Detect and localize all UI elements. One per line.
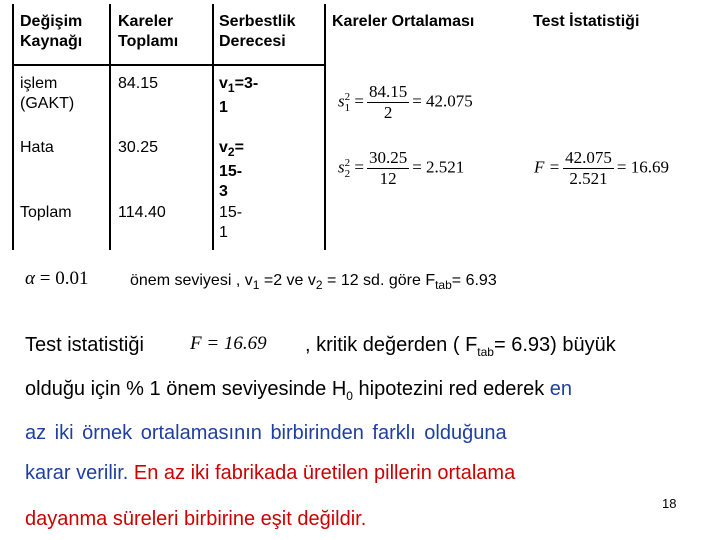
conclusion-line-2: az iki örnek ortalamasının birbirinden farklı olduğuna — [25, 422, 507, 444]
significance-line: önem seviyesi , $v_1 =2$ ve $v_2 = 12$ sd. göre $F_{tab}= 6.93$ — [130, 272, 497, 293]
header-separator — [12, 64, 326, 66]
row-treatment-mean-square: s2 1 = $\frac{84.15}{2}$ = 42.075 — [338, 82, 473, 122]
row-treatment-source — [20, 74, 74, 114]
table-column-divider — [212, 4, 214, 250]
conclusion-line-4: dayanma süreleri birbirine eşit değildir. — [25, 508, 367, 530]
header-sum-of-squares: Kareler Toplamı — [118, 13, 179, 50]
f-statistic-formula: F = $\frac{42.075}{2.521}$ = 16.69 — [534, 148, 669, 188]
table-column-divider — [109, 4, 111, 250]
row-error-df: $v_2= 15-3$ — [219, 139, 244, 201]
test-statistic-label: Test istatistiği — [25, 334, 144, 356]
row-error-source: Hata — [20, 139, 54, 156]
conclusion-line-1: olduğu için % 1 önem seviyesinde $H_0$ hipotezini red ederek en — [25, 378, 573, 403]
header-mean-square: Kareler Ortalaması — [332, 13, 475, 30]
table-column-divider — [324, 4, 326, 250]
alpha-formula: α = 0.01 — [25, 268, 89, 289]
conclusion-line-3: karar verilir. En az iki fabrikada üretilen pillerin ortalama — [25, 462, 516, 484]
table-border-left — [12, 4, 14, 250]
row-treatment-ss: 84.15 — [118, 75, 159, 92]
header-test-statistic: Test İstatistiği — [533, 13, 640, 30]
row-error-ss: 30.25 — [118, 139, 159, 156]
row-treatment-label: işlem — [20, 75, 58, 92]
row-total-ss: 114.40 — [118, 204, 166, 221]
row-error-mean-square: s2 2 = $\frac{30.25}{12}$ = 2.521 — [338, 148, 465, 188]
page-number: 18 — [662, 496, 677, 511]
row-treatment-label-sub: (GAKT) — [20, 95, 75, 112]
header-source: Değişim Kaynağı — [20, 13, 83, 50]
row-treatment-df: $v_1=3-1$ — [219, 75, 259, 117]
critical-value-comparison: , kritik değerden ( $F_{tab}= 6.93$) büyük — [305, 334, 616, 359]
row-total-source: Toplam — [20, 204, 72, 221]
row-total-df: 15-1 — [219, 204, 243, 241]
header-degrees-of-freedom: Serbestlik Derecesi — [219, 13, 296, 50]
test-statistic-value: F = 16.69 — [190, 333, 267, 354]
